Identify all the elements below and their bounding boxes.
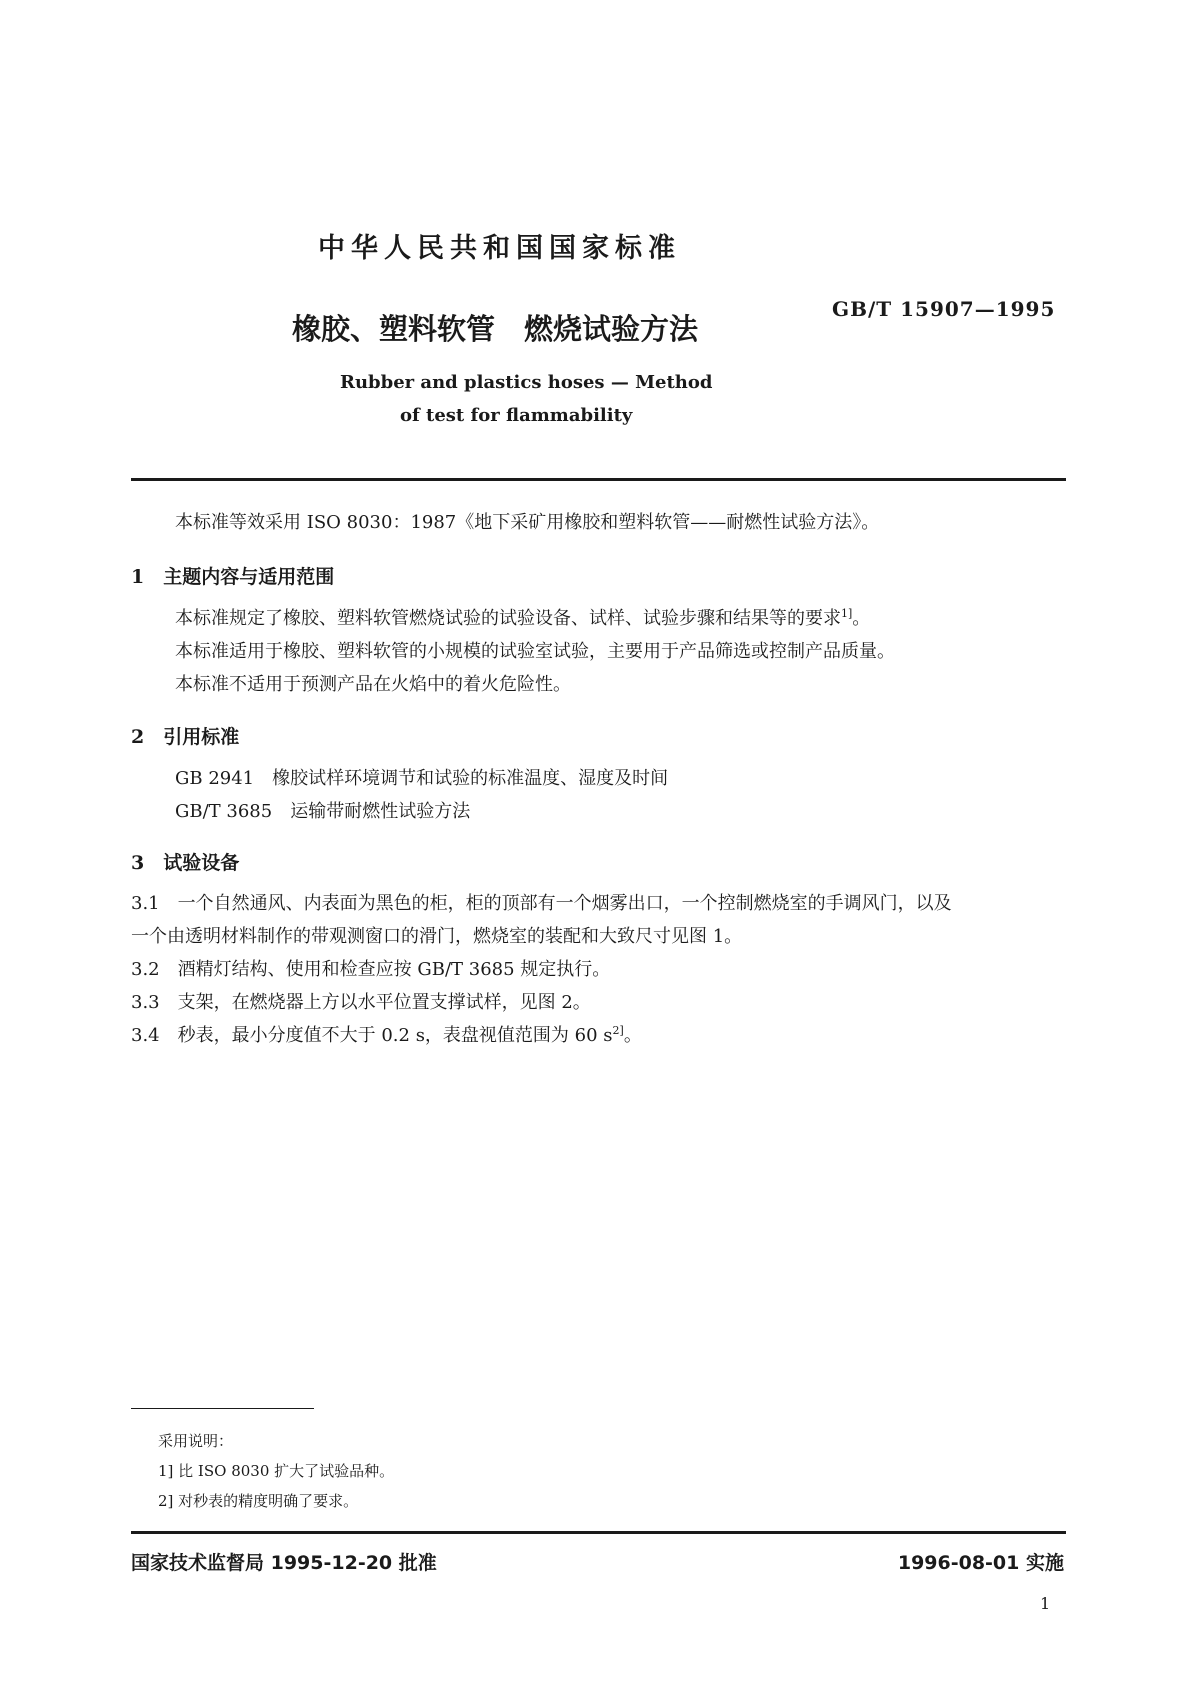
section-1-heading: 1 主题内容与适用范围 bbox=[131, 566, 335, 588]
national-standard-title: 中华人民共和国国家标准 bbox=[318, 233, 681, 264]
footnote-title: 采用说明： bbox=[158, 1432, 234, 1450]
header-rule bbox=[131, 478, 1066, 481]
footer-rule bbox=[131, 1531, 1066, 1534]
reference-gb-2941: GB 2941 橡胶试样环境调节和试验的标准温度、湿度及时间 bbox=[175, 768, 669, 789]
standard-number: GB/T 15907—1995 bbox=[832, 297, 1056, 321]
clause-3-2: 3.2 酒精灯结构、使用和检查应按 GB/T 3685 规定执行。 bbox=[131, 959, 611, 980]
intro-paragraph: 本标准等效采用 ISO 8030：1987《地下采矿用橡胶和塑料软管——耐燃性试验方法》。 bbox=[175, 512, 880, 533]
section-1-paragraph-2: 本标准适用于橡胶、塑料软管的小规模的试验室试验，主要用于产品筛选或控制产品质量。 bbox=[175, 641, 895, 662]
approval-line: 国家技术监督局 1995-12-20 批准 bbox=[131, 1552, 437, 1574]
footnote-2: 2] 对秒表的精度明确了要求。 bbox=[158, 1492, 359, 1510]
footnote-ref-2: 2] bbox=[612, 1024, 624, 1037]
english-title-line2: of test for flammability bbox=[400, 405, 633, 426]
implementation-date: 1996-08-01 实施 bbox=[897, 1552, 1064, 1574]
section-3-heading: 3 试验设备 bbox=[131, 852, 240, 874]
section-2-heading: 2 引用标准 bbox=[131, 726, 240, 748]
footnote-ref-1: 1] bbox=[841, 607, 853, 620]
clause-3-3: 3.3 支架，在燃烧器上方以水平位置支撑试样，见图 2。 bbox=[131, 992, 591, 1013]
english-title-line1: Rubber and plastics hoses — Method bbox=[340, 372, 713, 393]
clause-3-1-line-2: 一个由透明材料制作的带观测窗口的滑门，燃烧室的装配和大致尺寸见图 1。 bbox=[131, 926, 743, 947]
section-1-paragraph-3: 本标准不适用于预测产品在火焰中的着火危险性。 bbox=[175, 674, 571, 695]
page-number: 1 bbox=[1040, 1594, 1051, 1613]
footnote-1: 1] 比 ISO 8030 扩大了试验品种。 bbox=[158, 1462, 395, 1480]
clause-3-4: 3.4 秒表，最小分度值不大于 0.2 s，表盘视值范围为 60 $s^{2]}$。 bbox=[131, 1024, 642, 1046]
section-1-paragraph-1: 本标准规定了橡胶、塑料软管燃烧试验的试验设备、试样、试验步骤和结果等的要求$^{1]}$。 bbox=[175, 607, 871, 629]
standard-title: 橡胶、塑料软管 燃烧试验方法 bbox=[292, 312, 699, 346]
footnote-rule bbox=[131, 1408, 314, 1409]
reference-gbt-3685: GB/T 3685 运输带耐燃性试验方法 bbox=[175, 801, 471, 822]
clause-3-1-line-1: 3.1 一个自然通风、内表面为黑色的柜，柜的顶部有一个烟雾出口，一个控制燃烧室的手调风门，以及 bbox=[131, 893, 952, 914]
